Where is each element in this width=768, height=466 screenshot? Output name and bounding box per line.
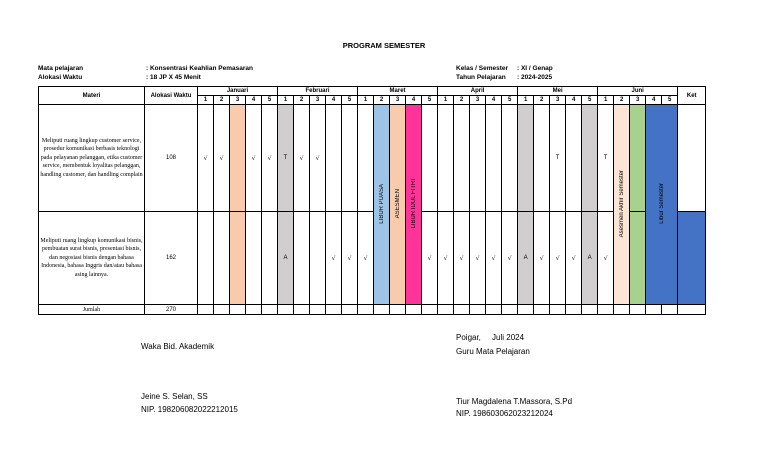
week-cell xyxy=(326,105,342,212)
jumlah-empty-cell xyxy=(246,305,262,315)
tahun-label: Tahun Pelajaran xyxy=(456,74,506,81)
week-cell: √ xyxy=(550,212,566,305)
week-cell: T xyxy=(598,105,614,212)
jumlah-empty-cell xyxy=(534,305,550,315)
week-cell: √ xyxy=(534,212,550,305)
week-cell: √ xyxy=(438,212,454,305)
header-ket: Ket xyxy=(678,87,706,105)
kelas-label: Kelas / Semester xyxy=(456,65,509,72)
header-month: Januari xyxy=(198,87,278,96)
week-cell xyxy=(566,105,582,212)
jumlah-empty-cell xyxy=(566,305,582,315)
week-cell xyxy=(502,105,518,212)
week-number: 4 xyxy=(406,96,422,105)
week-cell: √ xyxy=(486,212,502,305)
jumlah-empty-cell xyxy=(198,305,214,315)
week-cell: T xyxy=(278,105,294,212)
header-month: Februari xyxy=(278,87,358,96)
week-number: 1 xyxy=(438,96,454,105)
jumlah-empty-cell xyxy=(374,305,390,315)
week-cell xyxy=(230,212,246,305)
jumlah-empty-cell xyxy=(326,305,342,315)
libur-puasa-label: LIBUR PUASA xyxy=(378,183,385,224)
week-number: 2 xyxy=(614,96,630,105)
week-cell: √ xyxy=(214,105,230,212)
week-number: 4 xyxy=(246,96,262,105)
week-cell xyxy=(262,212,278,305)
week-number: 5 xyxy=(502,96,518,105)
page-title: PROGRAM SEMESTER xyxy=(342,41,426,50)
asesmen-label: ASESMEN xyxy=(394,188,401,219)
libur-idul-fitri-label: LIBUR IDUL FITRI xyxy=(410,178,417,229)
jumlah-row xyxy=(39,305,706,315)
alokasi-cell: 162 xyxy=(145,212,198,305)
week-number: 1 xyxy=(278,96,294,105)
jumlah-empty-cell xyxy=(630,305,646,315)
jumlah-value: 270 xyxy=(145,305,198,315)
header-month: Juni xyxy=(598,87,678,96)
jumlah-empty-cell xyxy=(390,305,406,315)
jumlah-empty-cell xyxy=(550,305,566,315)
jumlah-empty-cell xyxy=(502,305,518,315)
jumlah-empty-cell xyxy=(358,305,374,315)
week-cell xyxy=(310,212,326,305)
week-cell: √ xyxy=(262,105,278,212)
week-number: 3 xyxy=(230,96,246,105)
ket-cell xyxy=(678,105,706,212)
week-cell: √ xyxy=(422,212,438,305)
alokasi-label: Alokasi Waktu xyxy=(38,74,83,81)
week-number: 1 xyxy=(518,96,534,105)
header-month: April xyxy=(438,87,518,96)
week-cell: √ xyxy=(566,212,582,305)
week-cell xyxy=(534,105,550,212)
week-cell xyxy=(230,105,246,212)
jumlah-empty-cell xyxy=(662,305,678,315)
header-alokasi: Alokasi Waktu xyxy=(145,87,198,105)
week-number: 2 xyxy=(214,96,230,105)
week-cell: √ xyxy=(502,212,518,305)
week-number: 4 xyxy=(486,96,502,105)
jumlah-empty-cell xyxy=(438,305,454,315)
libur-semester-cell xyxy=(646,105,678,305)
week-number: 5 xyxy=(582,96,598,105)
libur-semester-label: Libur Semester xyxy=(658,183,665,224)
week-cell: √ xyxy=(598,212,614,305)
jumlah-label: Jumlah xyxy=(39,305,145,315)
alokasi-value: : 18 JP X 45 Menit xyxy=(146,74,201,81)
guru-nip: NIP. 198603062023212024 xyxy=(456,409,553,418)
waka-nip: NIP. 198206082022212015 xyxy=(141,405,238,414)
week-cell: √ xyxy=(342,212,358,305)
materi-cell: Meliputi ruang lingkup customer service, prosedur komunikasi berbasis teknologi pada pelayanan pelanggan, etika customer service, membentuk loyalitas pelanggan, handling customer, dan handling complain xyxy=(39,105,145,212)
week-cell: T xyxy=(550,105,566,212)
week-number: 2 xyxy=(534,96,550,105)
week-cell xyxy=(630,212,646,305)
week-cell: √ xyxy=(326,212,342,305)
week-number: 4 xyxy=(326,96,342,105)
week-number: 5 xyxy=(262,96,278,105)
week-cell xyxy=(342,105,358,212)
jumlah-empty-cell xyxy=(614,305,630,315)
jumlah-empty-cell xyxy=(310,305,326,315)
week-cell xyxy=(294,212,310,305)
header-materi: Materi xyxy=(39,87,145,105)
week-cell xyxy=(246,212,262,305)
week-number: 3 xyxy=(630,96,646,105)
week-cell xyxy=(486,105,502,212)
week-number: 3 xyxy=(470,96,486,105)
jumlah-empty-cell xyxy=(262,305,278,315)
week-cell: √ xyxy=(454,212,470,305)
jumlah-empty-cell xyxy=(214,305,230,315)
week-number: 1 xyxy=(198,96,214,105)
asesmen-akhir-label-cell xyxy=(614,105,630,305)
jumlah-empty-cell xyxy=(518,305,534,315)
week-cell xyxy=(198,212,214,305)
week-number: 5 xyxy=(662,96,678,105)
week-cell xyxy=(678,212,706,305)
jumlah-empty-cell xyxy=(598,305,614,315)
waka-name: Jeine S. Selan, SS xyxy=(141,392,208,401)
week-number: 2 xyxy=(294,96,310,105)
jumlah-empty-cell xyxy=(406,305,422,315)
jumlah-empty-cell xyxy=(294,305,310,315)
table-row xyxy=(39,212,706,305)
week-cell xyxy=(470,105,486,212)
libur-puasa-label-cell xyxy=(374,105,390,305)
kelas-value: : XI / Genap xyxy=(517,65,553,72)
week-cell xyxy=(582,105,598,212)
week-cell: A xyxy=(518,212,534,305)
mapel-label: Mata pelajaran xyxy=(38,65,84,72)
jumlah-empty-cell xyxy=(678,305,706,315)
week-number: 5 xyxy=(422,96,438,105)
asesmen-label-cell xyxy=(390,105,406,305)
jumlah-empty-cell xyxy=(422,305,438,315)
week-number: 3 xyxy=(390,96,406,105)
header-month: Maret xyxy=(358,87,438,96)
week-cell: A xyxy=(582,212,598,305)
materi-cell: Meliputi ruang lingkup komunikasi bisnis, pembuatan surat bisnis, presentasi bisnis, dan negosiasi bisnis dengan bahasa Indonesia, bahasa Inggris dan/atau bahasa asing lainnya. xyxy=(39,212,145,305)
jumlah-empty-cell xyxy=(486,305,502,315)
week-cell: √ xyxy=(294,105,310,212)
header-month: Mei xyxy=(518,87,598,96)
week-cell: √ xyxy=(310,105,326,212)
jumlah-empty-cell xyxy=(342,305,358,315)
week-number: 2 xyxy=(454,96,470,105)
jumlah-empty-cell xyxy=(454,305,470,315)
week-number: 4 xyxy=(566,96,582,105)
week-number: 1 xyxy=(358,96,374,105)
week-number: 1 xyxy=(598,96,614,105)
jumlah-empty-cell xyxy=(230,305,246,315)
jumlah-empty-cell xyxy=(278,305,294,315)
week-cell xyxy=(454,105,470,212)
jumlah-empty-cell xyxy=(582,305,598,315)
week-cell xyxy=(214,212,230,305)
week-cell xyxy=(438,105,454,212)
place-date: Poigar, Juli 2024 xyxy=(456,333,525,342)
table-row xyxy=(39,105,706,212)
mapel-value: : Konsentrasi Keahlian Pemasaran xyxy=(146,65,253,72)
week-cell xyxy=(422,105,438,212)
week-cell xyxy=(630,105,646,212)
header-row-months xyxy=(39,87,706,96)
week-cell: √ xyxy=(246,105,262,212)
tahun-value: : 2024-2025 xyxy=(517,74,553,81)
jumlah-empty-cell xyxy=(470,305,486,315)
week-cell: A xyxy=(278,212,294,305)
libur-idul-fitri-label-cell xyxy=(406,105,422,305)
guru-name: Tiur Magdalena T.Massora, S.Pd xyxy=(456,397,573,406)
week-number: 3 xyxy=(550,96,566,105)
week-number: 2 xyxy=(374,96,390,105)
week-number: 3 xyxy=(310,96,326,105)
waka-role: Waka Bid. Akademik xyxy=(141,342,215,351)
week-number: 5 xyxy=(342,96,358,105)
asesmen-akhir-label: Asesmen Akhir Semester xyxy=(618,169,625,238)
week-cell: √ xyxy=(198,105,214,212)
program-semester-table xyxy=(38,86,706,315)
week-cell: √ xyxy=(470,212,486,305)
week-cell: √ xyxy=(358,212,374,305)
jumlah-empty-cell xyxy=(646,305,662,315)
week-cell xyxy=(358,105,374,212)
week-cell xyxy=(518,105,534,212)
guru-role: Guru Mata Pelajaran xyxy=(456,347,530,356)
week-number: 4 xyxy=(646,96,662,105)
alokasi-cell: 108 xyxy=(145,105,198,212)
